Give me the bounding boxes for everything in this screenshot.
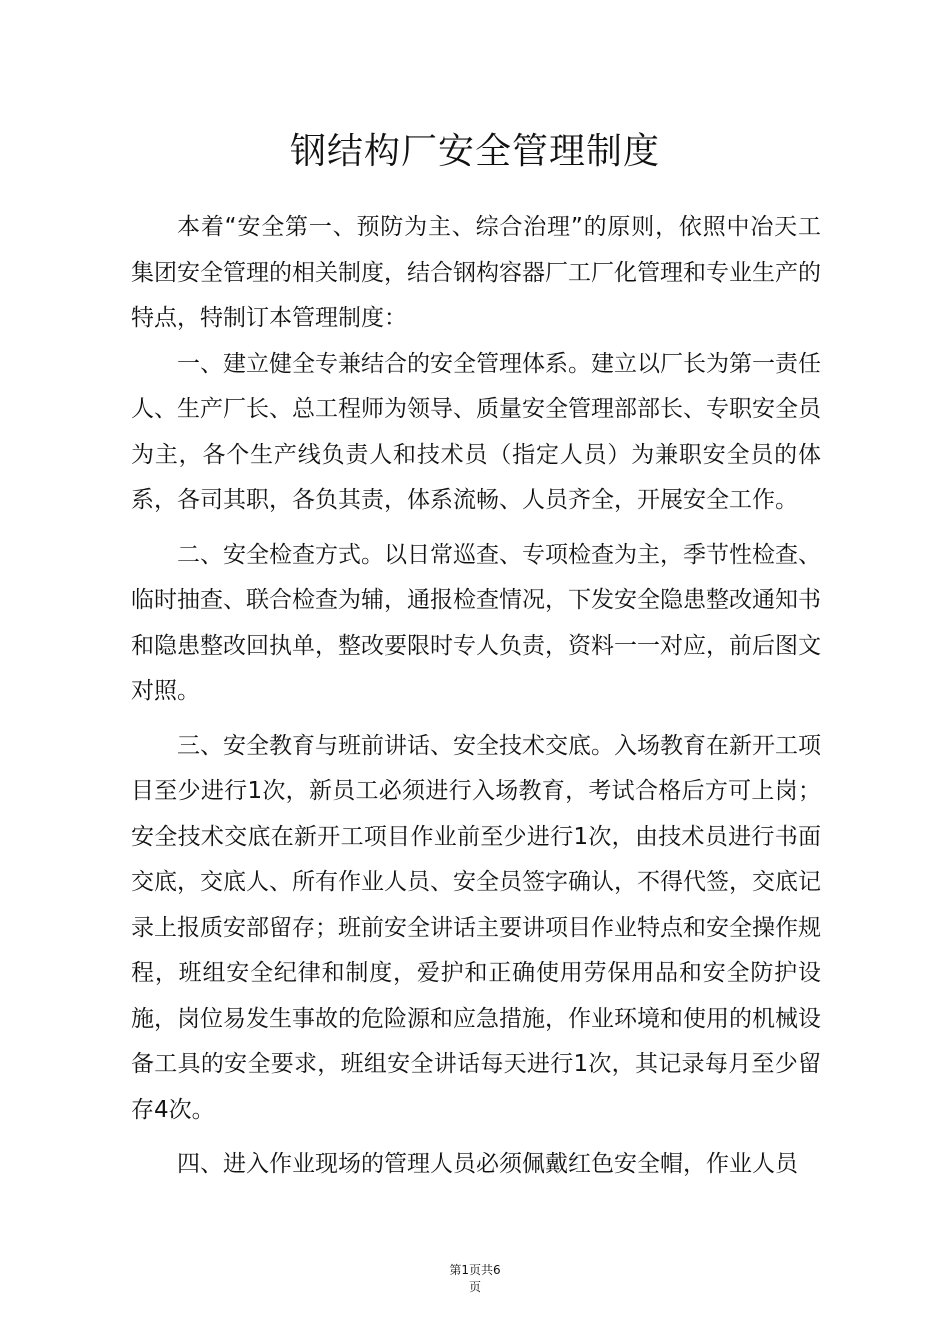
page-number-line1: 第1页共6 (449, 1263, 501, 1277)
page-footer (0, 1262, 950, 1296)
paragraph-2: 二、安全检查方式。以日常巡查、专项检查为主，季节性检查、临时抽查、联合检查为辅，通报检查情况，下发安全隐患整改通知书和隐患整改回执单，整改要限时专人负责，资料一一对应，前后图文对照。 (131, 541, 821, 704)
paragraph-1: 一、建立健全专兼结合的安全管理体系。建立以厂长为第一责任人、生产厂长、总工程师为领导、质量安全管理部部长、专职安全员为主，各个生产线负责人和技术员（指定人员）为兼职安全员的体系，各司其职，各负其责，体系流畅、人员齐全，开展安全工作。 (131, 350, 821, 513)
document-title: 钢结构厂安全管理制度 (289, 131, 660, 172)
page-number-line2: 页 (468, 1280, 481, 1294)
paragraph-4: 四、进入作业现场的管理人员必须佩戴红色安全帽，作业人员 (177, 1151, 798, 1177)
document-body (131, 205, 821, 1188)
paragraph-3: 三、安全教育与班前讲话、安全技术交底。入场教育在新开工项目至少进行1次，新员工必须进行入场教育，考试合格后方可上岗；安全技术交底在新开工项目作业前至少进行1次，由技术员进行书面交底，交底人、所有作业人员、安全员签字确认，不得代签，交底记录上报质安部留存；班前安全讲话主要讲项目作业特点和安全操作规程，班组安全纪律和制度，爱护和正确使用劳保用品和安全防护设施，岗位易发生事故的危险源和应急措施，作业环境和使用的机械设备工具的安全要求，班组安全讲话每天进行1次，其记录每月至少留存4次。 (131, 732, 821, 1123)
paragraph-intro: 本着“安全第一、预防为主、综合治理”的原则，依照中冶天工集团安全管理的相关制度，结合钢构容器厂工厂化管理和专业生产的特点，特制订本管理制度： (131, 214, 821, 331)
